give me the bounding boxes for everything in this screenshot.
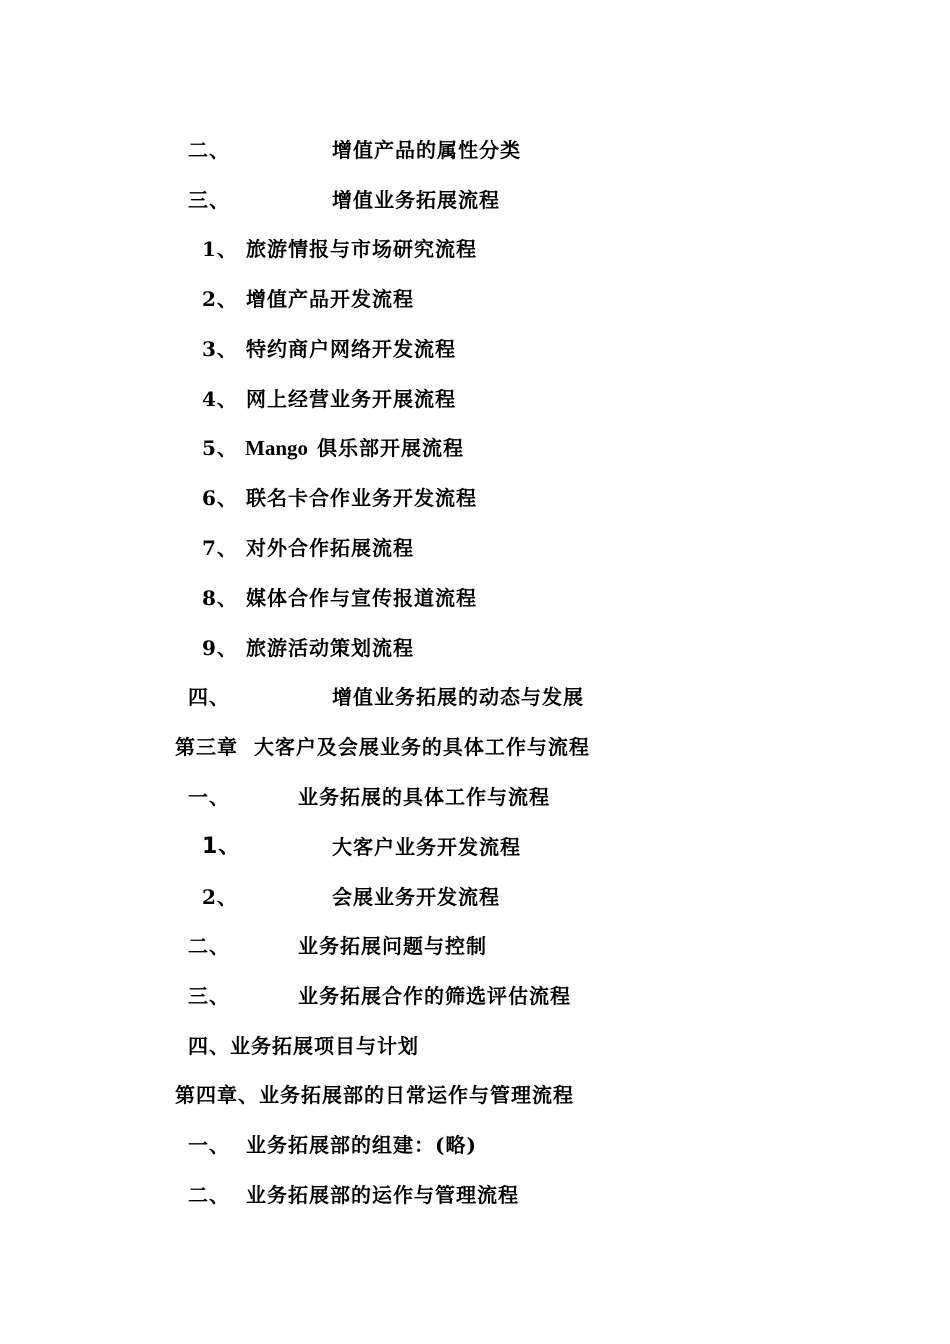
toc-number: 四、: [188, 685, 230, 709]
toc-number: 4、: [202, 387, 238, 411]
toc-text: 俱乐部开展流程: [317, 436, 464, 460]
toc-text: 大客户业务开发流程: [332, 835, 521, 859]
toc-text: 业务拓展合作的筛选评估流程: [298, 984, 571, 1008]
toc-text: 媒体合作与宣传报道流程: [246, 586, 477, 610]
chapter-title: 第三章 大客户及会展业务的具体工作与流程: [175, 735, 590, 759]
toc-number: 二、: [188, 138, 230, 162]
toc-number: 2、: [202, 885, 238, 909]
toc-text: 业务拓展的具体工作与流程: [298, 785, 550, 809]
toc-text: 增值业务拓展流程: [332, 188, 500, 212]
toc-number: 一、: [188, 785, 230, 809]
toc-number: 1、: [202, 834, 242, 859]
toc-number: 三、: [188, 188, 230, 212]
toc-number: 二、: [188, 1183, 230, 1207]
toc-text: 业务拓展问题与控制: [298, 934, 487, 958]
toc-text: 会展业务开发流程: [332, 885, 500, 909]
toc-number: 9、: [202, 636, 238, 660]
toc-number: 6、: [202, 486, 238, 510]
toc-text: 增值业务拓展的动态与发展: [332, 685, 584, 709]
toc-number: 一、: [188, 1133, 230, 1157]
toc-number: 1、: [202, 237, 238, 261]
chapter-title: 第四章、业务拓展部的日常运作与管理流程: [175, 1083, 574, 1107]
toc-number: 三、: [188, 984, 230, 1008]
toc-number: 二、: [188, 934, 230, 958]
toc-text: 特约商户网络开发流程: [246, 337, 456, 361]
toc-text-latin: Mango: [245, 436, 308, 460]
toc-text: 对外合作拓展流程: [246, 536, 414, 560]
toc-text: 增值产品的属性分类: [332, 138, 521, 162]
toc-number: 8、: [202, 586, 238, 610]
toc-text: 旅游情报与市场研究流程: [246, 237, 477, 261]
toc-number: 7、: [202, 536, 238, 560]
toc-text: 业务拓展部的运作与管理流程: [246, 1183, 519, 1207]
toc-text: 增值产品开发流程: [246, 287, 414, 311]
toc-text: 联名卡合作业务开发流程: [246, 486, 477, 510]
toc-text: 业务拓展部的组建：(略): [246, 1133, 477, 1157]
toc-text: 网上经营业务开展流程: [246, 387, 456, 411]
toc-text: 四、业务拓展项目与计划: [188, 1034, 419, 1058]
toc-number: 3、: [202, 337, 238, 361]
toc-text: 旅游活动策划流程: [246, 636, 414, 660]
toc-number: 5、: [202, 436, 238, 460]
toc-number: 2、: [202, 287, 238, 311]
